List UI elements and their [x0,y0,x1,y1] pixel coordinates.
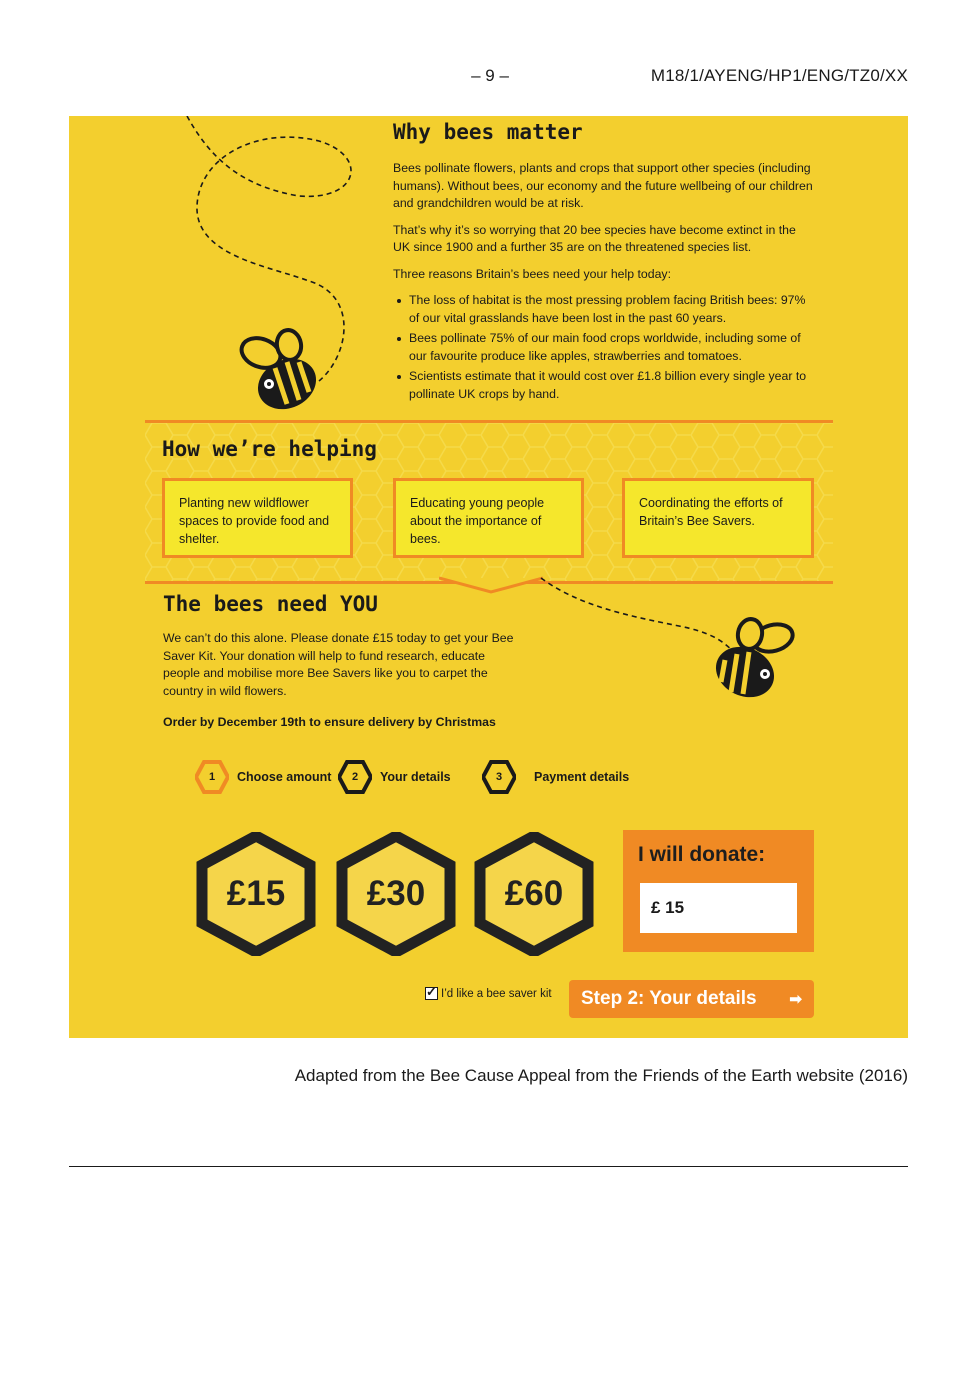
why-paragraph: Three reasons Britain’s bees need your help today: [393,266,671,281]
source-caption: Adapted from the Bee Cause Appeal from the Friends of the Earth website (2016) [294,1066,908,1085]
list-item: The loss of habitat is the most pressing problem facing British bees: 97% of our vital grasslands have been lost in the past 60 years. [393,292,813,327]
helping-section [145,420,833,584]
why-paragraph: Bees pollinate flowers, plants and crops that support other species (including humans). Without bees, our economy and the future wellbeing of our children and grandchildren would be at risk. [393,161,813,210]
donate-title: I will donate: [638,843,766,866]
divider [69,1166,908,1167]
bee-icon [705,616,805,701]
step-label: Your details [380,770,451,784]
step-number: 3 [495,771,503,783]
bee-saver-kit-option[interactable] [425,987,552,1000]
why-paragraph: That’s why it’s so worrying that 20 bee species have become extinct in the UK since 1900 and a further 35 are on the threatened species list. [393,222,796,254]
help-card-text: Coordinating the efforts of Britain’s Bee Savers. [639,496,783,528]
list-item: Bees pollinate 75% of our main food crops worldwide, including some of our favourite produce like apples, strawberries and tomatoes. [393,330,813,365]
reasons-list [393,292,813,403]
section-notch [439,576,543,596]
help-card [162,478,353,558]
step-2-button-label: Step 2: Your details [581,988,757,1009]
amount-option-60[interactable] [474,832,594,956]
amount-label: £60 [504,874,564,913]
checkbox-checked-icon[interactable] [425,987,438,1000]
why-heading: Why bees matter [393,120,583,144]
paper-code: M18/1/AYENG/HP1/ENG/TZ0/XX [650,66,908,85]
amount-option-30[interactable] [336,832,456,956]
appeal-screenshot [69,116,908,1038]
arrow-right-icon: ➡ [789,991,802,1008]
step-number: 1 [208,771,216,783]
amount-option-15[interactable] [196,832,316,956]
list-item: Scientists estimate that it would cost over £1.8 billion every single year to pollinate UK crops by hand. [393,368,813,403]
donation-amount-input[interactable] [640,883,797,933]
help-card-text: Educating young people about the importance of bees. [410,496,545,546]
step-2-button[interactable] [569,980,814,1018]
step-choose-amount[interactable] [197,761,331,793]
why-body [393,160,813,406]
help-card [393,478,584,558]
amount-label: £30 [366,874,426,913]
help-card [622,478,814,558]
need-heading: The bees need YOU [163,592,378,616]
kit-checkbox-label: I’d like a bee saver kit [441,987,552,1000]
step-your-details[interactable] [340,761,451,793]
step-number: 2 [351,771,359,783]
bee-icon [231,328,331,413]
donate-box [623,830,814,952]
step-label: Choose amount [237,770,332,784]
need-body: We can’t do this alone. Please donate £15 today to get your Bee Saver Kit. Your donation will help to fund research, educate people and mobilise more Bee Savers like you to carpet the country in wild flowers. [163,631,514,698]
amount-label: £15 [226,874,286,913]
order-note: Order by December 19th to ensure delivery by Christmas [163,715,496,729]
help-card-text: Planting new wildflower spaces to provide food and shelter. [179,496,330,546]
page-number: – 9 – [471,66,509,85]
helping-heading: How we’re helping [162,437,377,461]
step-payment-details[interactable] [484,761,629,793]
step-label: Payment details [534,770,630,784]
